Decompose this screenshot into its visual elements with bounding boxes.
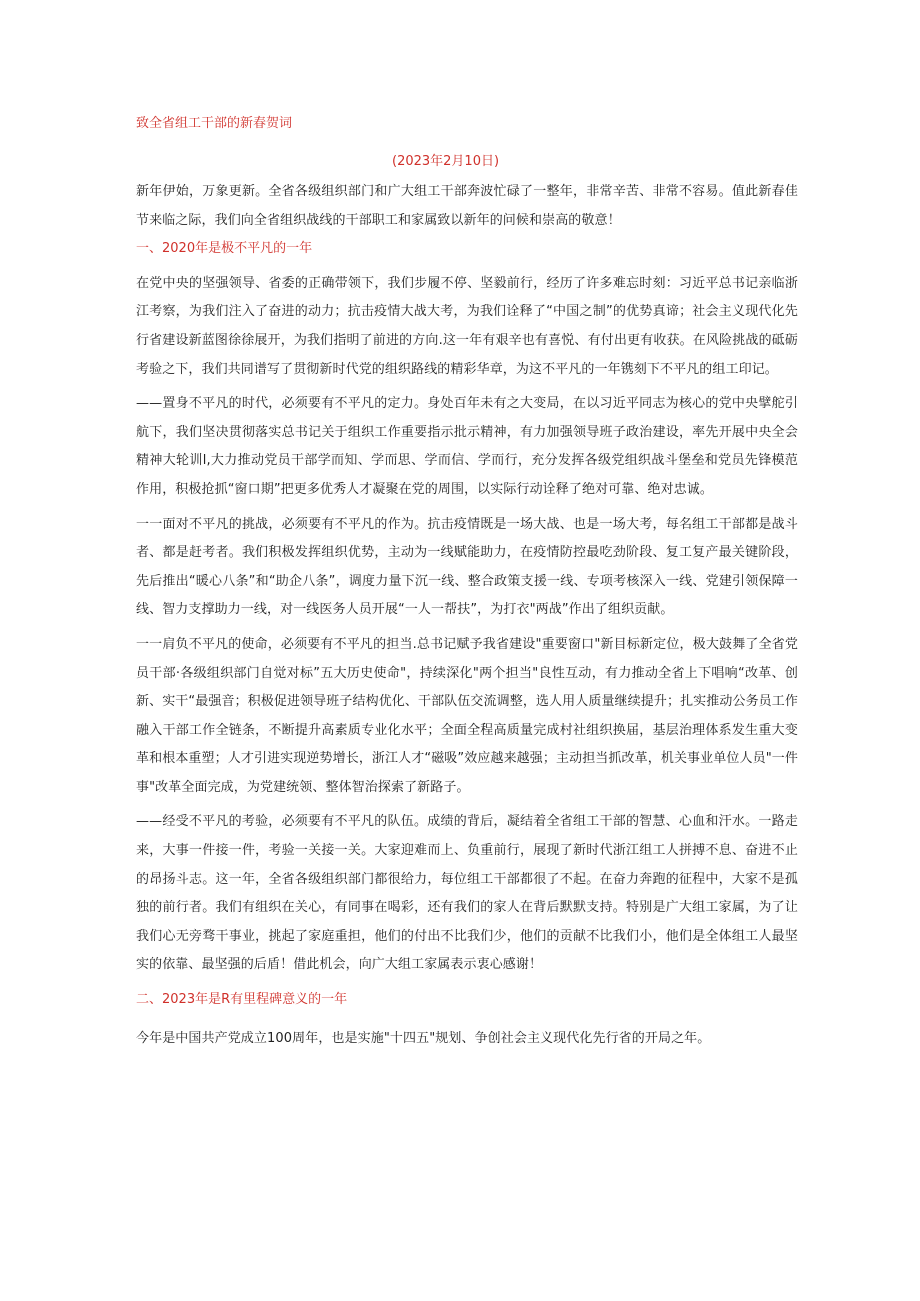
section-2-heading: 二、2023年是R有里程碑意义的一年 — [136, 992, 348, 1008]
section-1-paragraph-2: ——置身不平凡的时代，必须要有不平凡的定力。身处百年未有之大变局，在以习近平同志为核心的党中央擘舵引航下，我们坚决贯彻落实总书记关于组织工作重要指示批示精神，有力加强领导班子政治建设，率先开展中央全会精神大轮训l,大力推动党员干部学而知、学而思、学而信、学而行，充分发挥各级党组织战斗堡垒和党员先锋模范作用，积极抢抓“窗口期”把更多优秀人才凝聚在党的周围，以实际行动诠释了绝对可靠、绝对忠诚。 — [136, 396, 798, 497]
section-1-paragraph-3: 一一面对不平凡的挑战，必须要有不平凡的作为。抗击疫情既是一场大战、也是一场大考，每名组工干部都是战斗者、都是赶考者。我们积极发挥组织优势，主动为一线赋能助力，在疫情防控最吃劲阶段、复工复产最关键阶段，先后推出“暖心八条”和“助企八条”，调度力量下沉一线、整合政策支援一线、专项考核深入一线、党建引领保障一线、智力支撑助力一线，对一线医务人员开展“一人一帮扶”，为打衣"两战”作出了组织贡献。 — [136, 516, 798, 618]
intro-paragraph: 新年伊始，万象更新。全省各级组织部门和广大组工干部奔波忙碌了一整年，非常辛苦、非常不容易。值此新春佳节来临之际，我们向全省组织战线的干部职工和家属致以新年的问候和崇高的敬意！ — [136, 184, 798, 228]
section-1-paragraph-4: 一一肩负不平凡的使命，必须要有不平凡的担当.总书记赋予我省建设"重要窗口"新目标新定位，极大鼓舞了全省党员干部·各级组织部门自觉对标”五大历史使命"，持续深化"两个担当"良性互动，有力推动全省上下唱响“改革、创新、实干“最强音；积极促进领导班子结构优化、干部队伍交流调整，选人用人质量继续提升；扎实推动公务员工作融入干部工作全链条，不断提升高素质专业化水平；全面全程高质量完成村社组织换届，基层治理体系发生重大变革和根本重塑；人才引进实现逆势增长，浙江人才“磁吸”效应越来越强；主动担当抓改革，机关事业单位人员"一件事"改革全面完成，为党建统领、整体智治探索了新路子。 — [136, 636, 798, 795]
document-title: 致全省组工干部的新春贺词 — [136, 116, 293, 131]
section-1-paragraph-1: 在党中央的坚强领导、省委的正确带领下，我们步履不停、坚毅前行，经历了许多难忘时刻：习近平总书记亲临浙江考察，为我们注入了奋进的动力；抗击疫情大战大考，为我们诠释了“中国之制”的优势真谛；社会主义现代化先行省建设新蓝图徐徐展开，为我们指明了前进的方向.这一年有艰辛也有喜悦、有付出更有收获。在风险挑战的砥砺考验之下，我们共同谱写了贯彻新时代党的组织路线的精彩华章，为这不平凡的一年镌刻下不平凡的组工印记。 — [136, 275, 798, 377]
document-body — [136, 114, 798, 1053]
section-1-paragraph-5: ——经受不平凡的考验，必须要有不平凡的队伍。成绩的背后，凝结着全省组工干部的智慧、心血和汗水。一路走来，大事一件接一件，考验一关接一关。大家迎难而上、负重前行，展现了新时代浙江组工人拼搏不息、奋进不止的昂扬斗志。这一年，全省各级组织部门都很给力，每位组工干部都很了不起。在奋力奔跑的征程中，大家不是孤独的前行者。我们有组织在关心，有同事在喝彩，还有我们的家人在背后默默支持。特别是广大组工家属，为了让我们心无旁骛干事业，挑起了家庭重担，他们的付出不比我们少，他们的贡献不比我们小，他们是全体组工人最坚实的依靠、最坚强的后盾！借此机会，向广大组工家属表示衷心感谢！ — [136, 814, 798, 973]
section-1-heading: 一、2020年是极不平凡的一年 — [136, 241, 313, 257]
section-2-paragraph-1: 今年是中国共产党成立100周年，也是实施"十四五"规划、争创社会主义现代化先行省的开局之年。 — [136, 1030, 711, 1046]
document-date: (2023年2月10日) — [392, 154, 500, 169]
